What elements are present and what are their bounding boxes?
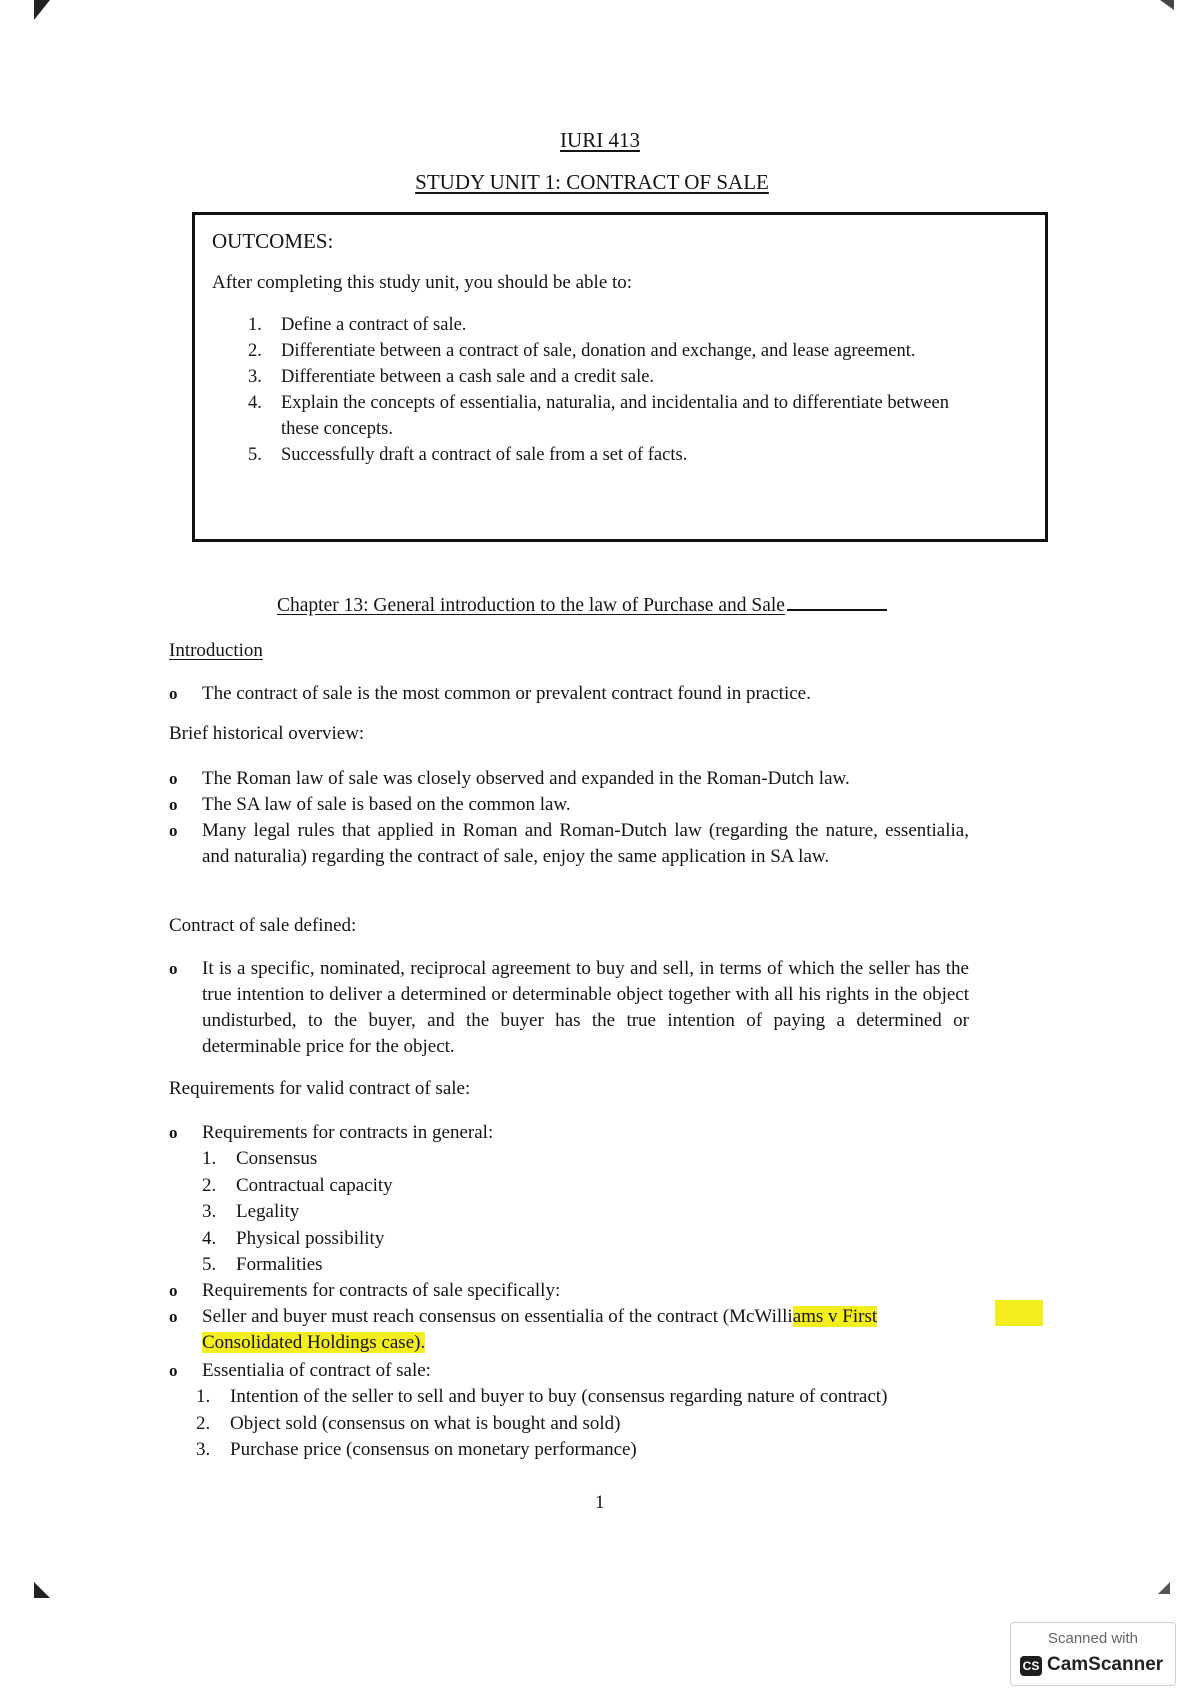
highlight-mark	[995, 1300, 1043, 1326]
bullet-marker: o	[169, 1281, 178, 1300]
outcome-item	[248, 390, 983, 442]
requirements-heading: Requirements for valid contract of sale:	[169, 1078, 471, 1099]
history-bullet	[169, 792, 969, 818]
outcome-number: 4.	[248, 393, 262, 413]
list-item	[196, 1437, 887, 1464]
list-text: Contractual capacity	[236, 1174, 393, 1196]
outcome-number: 3.	[248, 367, 262, 387]
list-number: 5.	[202, 1254, 217, 1275]
list-item	[202, 1252, 393, 1279]
unit-title-text: STUDY UNIT 1: CONTRACT OF SALE	[415, 170, 769, 194]
bullet-marker: o	[169, 959, 178, 978]
general-requirements-list	[202, 1146, 393, 1279]
unit-title	[0, 170, 1200, 195]
bullet-text: Many legal rules that applied in Roman and Roman-Dutch law (regarding the nature, essentialia, and naturalia) regarding the contract of sale, enjoy the same application in SA law.	[202, 820, 969, 867]
list-number: 4.	[202, 1227, 217, 1249]
list-text: Object sold (consensus on what is bought and sold)	[230, 1412, 621, 1434]
consensus-bullet	[169, 1304, 969, 1356]
requirements-specific-bullet	[169, 1278, 969, 1304]
list-item	[196, 1384, 887, 1411]
course-code: IURI 413	[560, 128, 640, 152]
outcome-item	[248, 338, 983, 364]
list-text: Consensus	[236, 1148, 318, 1169]
bullet-marker: o	[169, 769, 178, 788]
list-text: Physical possibility	[236, 1227, 385, 1249]
list-item	[202, 1146, 393, 1173]
scan-corner-top-right	[1160, 0, 1174, 10]
history-bullet	[169, 818, 969, 870]
camscanner-badge	[1010, 1622, 1176, 1686]
outcome-item	[248, 442, 983, 468]
list-number: 3.	[202, 1201, 217, 1222]
scanned-with-label: Scanned with	[1047, 1630, 1139, 1647]
chapter-title-text: Chapter 13: General introduction to the law of Purchase and Sale	[277, 595, 785, 616]
consensus-text: Seller and buyer must reach consensus on essentialia of the contract (McWilli	[202, 1306, 793, 1327]
highlighted-text: Consolidated Holdings case).	[202, 1332, 426, 1353]
outcome-text: Successfully draft a contract of sale from a set of facts.	[281, 445, 688, 465]
scan-corner-bottom-left	[34, 1582, 50, 1598]
bullet-text: It is a specific, nominated, reciprocal agreement to buy and sell, in terms of which the seller has the true intention to deliver a determined or determinable object together with all his rights in the object undisturbed, to the buyer, and the buyer has the true intention of paying a determined or determinable price for the object.	[202, 958, 969, 1057]
outcome-number: 5.	[248, 445, 262, 465]
outcomes-title: OUTCOMES:	[212, 229, 334, 253]
list-text: Formalities	[236, 1254, 323, 1275]
bullet-marker: o	[169, 1307, 178, 1326]
list-text: Purchase price (consensus on monetary performance)	[230, 1439, 637, 1460]
bullet-marker: o	[169, 684, 178, 703]
bullet-text: Requirements for contracts in general:	[202, 1122, 494, 1143]
outcomes-box	[192, 212, 1048, 542]
highlighted-text: ams v First	[792, 1306, 878, 1327]
outcome-text: Differentiate between a contract of sale, donation and exchange, and lease agreement.	[281, 341, 916, 361]
list-item	[202, 1199, 393, 1226]
bullet-text: The contract of sale is the most common or prevalent contract found in practice.	[202, 683, 811, 704]
requirements-general-bullet	[169, 1120, 969, 1146]
camscanner-logo-icon: CS	[1020, 1656, 1042, 1676]
outcome-item	[248, 312, 983, 338]
camscanner-brand: CamScanner	[1047, 1654, 1164, 1675]
list-number: 2.	[196, 1412, 211, 1434]
bullet-text: The Roman law of sale was closely observed and expanded in the Roman-Dutch law.	[202, 768, 850, 789]
outcome-number: 2.	[248, 341, 262, 361]
introduction-heading: Introduction	[169, 640, 263, 661]
list-item	[196, 1411, 887, 1438]
bullet-marker: o	[169, 795, 178, 814]
history-bullet	[169, 766, 969, 792]
bullet-text: The SA law of sale is based on the common law.	[202, 794, 571, 815]
bullet-marker: o	[169, 1123, 178, 1142]
chapter-title	[277, 595, 887, 617]
outcome-item	[248, 364, 983, 390]
list-number: 2.	[202, 1174, 217, 1196]
list-number: 3.	[196, 1439, 211, 1460]
essentialia-bullet	[169, 1358, 969, 1384]
definition-heading: Contract of sale defined:	[169, 915, 357, 936]
outcomes-list	[248, 312, 983, 468]
bullet-text: Essentialia of contract of sale:	[202, 1360, 431, 1381]
history-heading: Brief historical overview:	[169, 723, 365, 744]
list-number: 1.	[202, 1148, 217, 1169]
page-number: 1	[595, 1492, 605, 1513]
list-number: 1.	[196, 1386, 211, 1407]
essentialia-list	[196, 1384, 887, 1464]
list-item	[202, 1226, 393, 1253]
bullet-marker: o	[169, 821, 178, 840]
outcome-number: 1.	[248, 315, 262, 335]
introduction-bullet	[169, 681, 969, 707]
outcome-text: Explain the concepts of essentialia, naturalia, and incidentalia and to differentiate between these concepts.	[281, 393, 949, 439]
outcome-text: Define a contract of sale.	[281, 315, 467, 335]
list-text: Intention of the seller to sell and buyer to buy (consensus regarding nature of contract)	[230, 1386, 888, 1407]
scan-corner-bottom-right	[1158, 1582, 1170, 1594]
definition-bullet	[169, 956, 969, 1060]
bullet-text	[202, 1304, 969, 1356]
outcome-text: Differentiate between a cash sale and a credit sale.	[281, 367, 655, 387]
list-text: Legality	[236, 1201, 300, 1222]
bullet-marker: o	[169, 1361, 178, 1380]
chapter-underline-extension	[787, 609, 887, 611]
bullet-text: Requirements for contracts of sale specifically:	[202, 1280, 561, 1301]
scan-corner-top-left	[34, 0, 50, 20]
list-item	[202, 1173, 393, 1200]
outcomes-intro: After completing this study unit, you should be able to:	[212, 272, 633, 293]
